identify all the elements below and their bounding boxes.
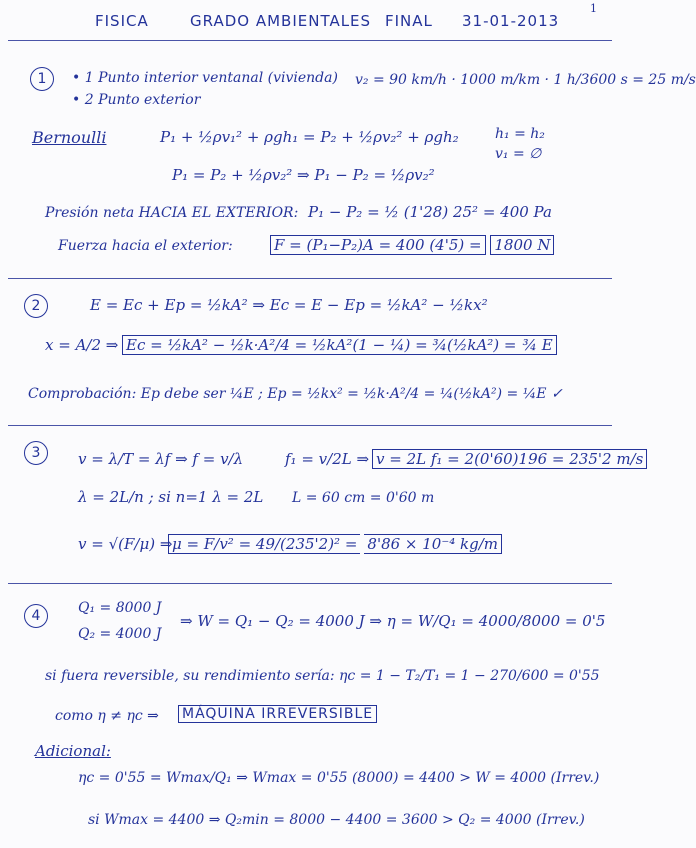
problem1-force-eq-text: F = (P₁−P₂)A = 400 (4'5) = <box>270 235 486 255</box>
problem2-number: 2 <box>24 294 48 318</box>
problem1-cond2: v₁ = ∅ <box>495 146 542 162</box>
problem1-velocity: v₂ = 90 km/h · 1000 m/km · 1 h/3600 s = 25 m/s <box>355 72 696 88</box>
problem3-eq1-result-text: v = 2L f₁ = 2(0'60)196 = 235'2 m/s <box>372 449 647 469</box>
problem1-bernoulli-eq: P₁ + ½ρv₁² + ρgh₁ = P₂ + ½ρv₂² + ρgh₂ <box>160 128 459 146</box>
problem4-irreversible-text: MÁQUINA IRREVERSIBLE <box>178 705 377 723</box>
problem4-adicional-eq2: si Wmax = 4400 ⇒ Q₂min = 8000 − 4400 = 3600 > Q₂ = 4000 (Irrev.) <box>88 812 585 828</box>
problem1-eq2: P₁ = P₂ + ½ρv₂² ⇒ P₁ − P₂ = ½ρv₂² <box>172 166 435 184</box>
problem2-divider <box>8 425 612 426</box>
problem4-q2: Q₂ = 4000 J <box>78 626 162 642</box>
problem2-eq2 <box>122 336 557 354</box>
problem1-pressure-eq: P₁ − P₂ = ½ (1'28) 25² = 400 Pa <box>308 203 552 221</box>
problem2-eq2-result: ¾ E <box>520 335 557 355</box>
problem2-check: Comprobación: Ep debe ser ¼E ; Ep = ½kx² = ½k·A²/4 = ¼(½kA²) = ¼E ✓ <box>28 386 563 402</box>
header-date: 31-01-2013 <box>462 12 560 30</box>
problem1-cond1: h₁ = h₂ <box>495 126 545 142</box>
problem3-eq1: v = λ/T = λf ⇒ f = v/λ <box>78 450 244 468</box>
problem1-force-result: 1800 N <box>490 235 554 255</box>
problem1-bernoulli-label: Bernoulli <box>32 128 107 147</box>
problem1-pressure-label: Presión neta HACIA EL EXTERIOR: <box>45 205 299 221</box>
problem1-force-eq <box>270 236 554 254</box>
problem2-eq1: E = Ec + Ep = ½kA² ⇒ Ec = E − Ep = ½kA² − ½kx² <box>90 296 488 314</box>
problem1-point1: • 1 Punto interior ventanal (vivienda) <box>72 70 338 86</box>
problem3-divider <box>8 583 612 584</box>
problem3-eq3-result-text: μ = F/v² = 49/(235'2)² = <box>168 534 360 554</box>
problem4-reversible: si fuera reversible, su rendimiento sería: ηc = 1 − T₂/T₁ = 1 − 270/600 = 0'55 <box>45 668 600 684</box>
page-number: 1 <box>590 2 597 15</box>
problem1-number: 1 <box>30 67 54 91</box>
problem1-force-label: Fuerza hacia el exterior: <box>58 238 233 254</box>
problem4-adicional-eq1: ηc = 0'55 = Wmax/Q₁ ⇒ Wmax = 0'55 (8000) = 4400 > W = 4000 (Irrev.) <box>78 770 600 786</box>
problem1-point2: • 2 Punto exterior <box>72 92 201 108</box>
problem3-eq3-result <box>168 535 502 553</box>
problem4-eq1: ⇒ W = Q₁ − Q₂ = 4000 J ⇒ η = W/Q₁ = 4000/8000 = 0'5 <box>180 612 606 630</box>
problem4-q1: Q₁ = 8000 J <box>78 600 162 616</box>
problem2-eq2-text: Ec = ½kA² − ½k·A²/4 = ½kA²(1 − ¼) = ¾(½kA²) = <box>122 335 520 355</box>
problem1-divider <box>8 278 612 279</box>
header-subject: FISICA <box>95 12 149 30</box>
problem4-como: como η ≠ ηc ⇒ <box>55 708 159 724</box>
problem3-eq2: λ = 2L/n ; si n=1 λ = 2L <box>78 488 264 506</box>
problem3-eq1b: f₁ = v/2L ⇒ <box>285 450 370 468</box>
problem3-eq2b: L = 60 cm = 0'60 m <box>292 490 435 506</box>
problem4-number: 4 <box>24 604 48 628</box>
header-degree: GRADO AMBIENTALES <box>190 12 372 30</box>
header-exam: FINAL <box>385 12 433 30</box>
problem3-eq3: v = √(F/μ) ⇒ <box>78 535 173 553</box>
problem4-adicional-label: Adicional: <box>35 742 111 760</box>
header-divider <box>8 40 612 41</box>
problem4-irreversible <box>178 706 377 722</box>
problem2-eq2-lhs: x = A/2 ⇒ <box>45 336 119 354</box>
problem3-eq3-value: 8'86 × 10⁻⁴ kg/m <box>364 534 502 554</box>
problem3-number: 3 <box>24 441 48 465</box>
problem3-eq1-result <box>372 450 647 468</box>
